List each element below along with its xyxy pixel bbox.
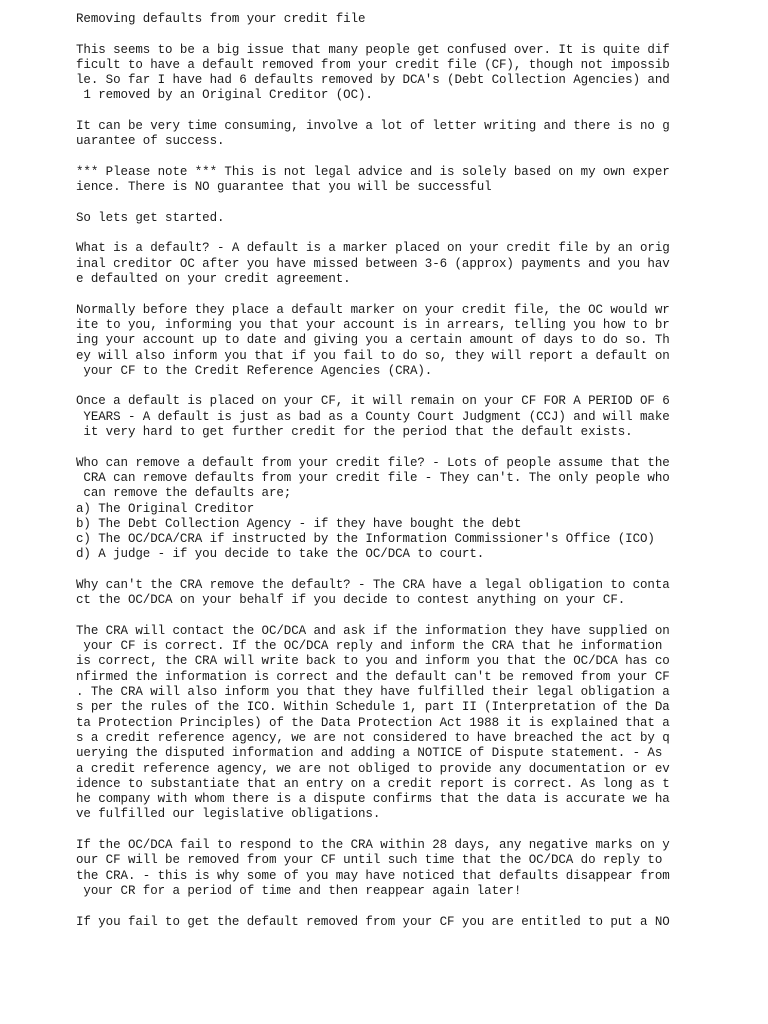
text-line: It can be very time consuming, involve a lot of letter writing and there is no g	[76, 119, 670, 134]
text-line: it very hard to get further credit for the period that the default exists.	[76, 425, 633, 440]
text-line: . The CRA will also inform you that they have fulfilled their legal obligation a	[76, 685, 670, 700]
text-line: nfirmed the information is correct and the default can't be removed from your CF	[76, 669, 670, 684]
text-line: inal creditor OC after you have missed between 3-6 (approx) payments and you hav	[76, 256, 670, 271]
text-line: le. So far I have had 6 defaults removed by DCA's (Debt Collection Agencies) and	[76, 73, 670, 88]
text-line: If you fail to get the default removed from your CF you are entitled to put a NO	[76, 914, 670, 929]
text-line: d) A judge - if you decide to take the OC/DCA to court.	[76, 547, 485, 562]
text-line: uarantee of success.	[76, 134, 225, 149]
text-line: Once a default is placed on your CF, it will remain on your CF FOR A PERIOD OF 6	[76, 394, 670, 409]
text-line: s a credit reference agency, we are not considered to have breached the act by q	[76, 730, 670, 745]
paragraph	[76, 303, 696, 379]
text-line: the CRA. - this is why some of you may have noticed that defaults disappear from	[76, 868, 670, 883]
text-line: is correct, the CRA will write back to you and inform you that the OC/DCA has co	[76, 654, 670, 669]
text-line: ta Protection Principles) of the Data Protection Act 1988 it is explained that a	[76, 715, 670, 730]
text-line: ct the OC/DCA on your behalf if you decide to contest anything on your CF.	[76, 593, 626, 608]
document-page	[76, 12, 696, 945]
text-line: If the OC/DCA fail to respond to the CRA within 28 days, any negative marks on y	[76, 838, 670, 853]
text-line: ficult to have a default removed from your credit file (CF), though not impossib	[76, 57, 670, 72]
text-line: can remove the defaults are;	[76, 486, 292, 501]
text-line: Removing defaults from your credit file	[76, 12, 366, 26]
paragraph	[76, 241, 696, 287]
text-line: This seems to be a big issue that many people get confused over. It is quite dif	[76, 42, 670, 57]
paragraph	[76, 624, 696, 823]
text-line: What is a default? - A default is a marker placed on your credit file by an orig	[76, 241, 670, 256]
document-heading	[76, 12, 696, 27]
text-line: Why can't the CRA remove the default? - The CRA have a legal obligation to conta	[76, 577, 670, 592]
text-line: e defaulted on your credit agreement.	[76, 272, 351, 287]
text-line: ey will also inform you that if you fail to do so, they will report a default on	[76, 348, 670, 363]
text-line: uerying the disputed information and adding a NOTICE of Dispute statement. - As	[76, 746, 663, 761]
paragraph	[76, 838, 696, 899]
paragraph	[76, 456, 696, 563]
paragraph	[76, 119, 696, 150]
text-line: your CR for a period of time and then reappear again later!	[76, 883, 522, 898]
text-line: ience. There is NO guarantee that you will be successful	[76, 180, 492, 195]
paragraph	[76, 578, 696, 609]
text-line: he company with whom there is a dispute confirms that the data is accurate we ha	[76, 792, 670, 807]
text-line: idence to substantiate that an entry on a credit report is correct. As long as t	[76, 776, 670, 791]
text-line: *** Please note *** This is not legal advice and is solely based on my own exper	[76, 164, 670, 179]
text-line: The CRA will contact the OC/DCA and ask if the information they have supplied on	[76, 623, 670, 638]
text-line: your CF to the Credit Reference Agencies (CRA).	[76, 363, 433, 378]
text-line: s per the rules of the ICO. Within Schedule 1, part II (Interpretation of the Da	[76, 700, 670, 715]
paragraph	[76, 915, 696, 930]
text-line: a credit reference agency, we are not obliged to provide any documentation or ev	[76, 761, 670, 776]
paragraph	[76, 165, 696, 196]
text-line: b) The Debt Collection Agency - if they have bought the debt	[76, 516, 522, 531]
text-line: So lets get started.	[76, 210, 225, 225]
text-line: your CF is correct. If the OC/DCA reply and inform the CRA that he information	[76, 639, 663, 654]
paragraph	[76, 43, 696, 104]
text-line: ing your account up to date and giving you a certain amount of days to do so. Th	[76, 333, 670, 348]
text-line: YEARS - A default is just as bad as a County Court Judgment (CCJ) and will make	[76, 409, 670, 424]
text-line: ve fulfilled our legislative obligations.	[76, 807, 381, 822]
paragraph	[76, 211, 696, 226]
text-line: our CF will be removed from your CF until such time that the OC/DCA do reply to	[76, 853, 663, 868]
text-line: Normally before they place a default marker on your credit file, the OC would wr	[76, 302, 670, 317]
text-line: ite to you, informing you that your account is in arrears, telling you how to br	[76, 317, 670, 332]
text-line: Who can remove a default from your credit file? - Lots of people assume that the	[76, 455, 670, 470]
paragraph	[76, 394, 696, 440]
text-line: 1 removed by an Original Creditor (OC).	[76, 88, 373, 103]
text-line: a) The Original Creditor	[76, 501, 255, 516]
text-line: CRA can remove defaults from your credit file - They can't. The only people who	[76, 470, 670, 485]
text-line: c) The OC/DCA/CRA if instructed by the Information Commissioner's Office (ICO)	[76, 532, 655, 547]
